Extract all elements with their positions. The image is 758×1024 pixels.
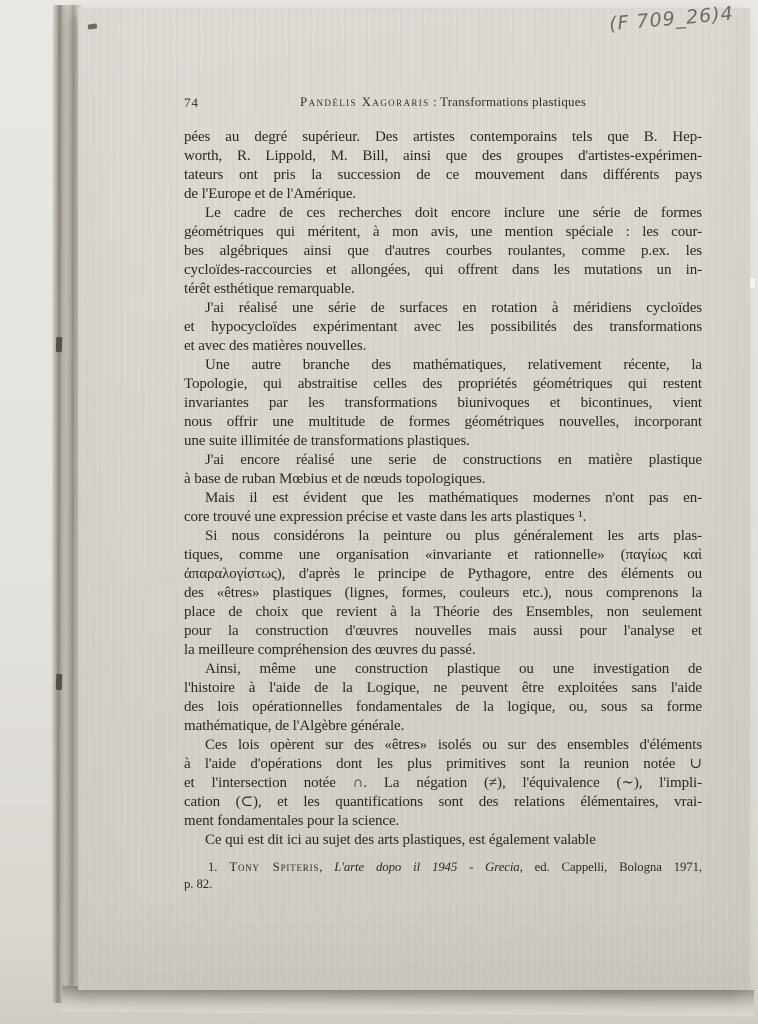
text-line: nous offrir une multitude de formes géométriques nouvelles, incorporant	[184, 414, 702, 430]
footnote-author: Tony Spiteris	[229, 860, 320, 874]
text-line: J'ai réalisé une série de surfaces en rotation à méridiens cycloïdes	[205, 300, 702, 316]
text-line: Le cadre de ces recherches doit encore inclure une série de formes	[205, 205, 702, 221]
paragraph-8	[184, 660, 702, 736]
running-header	[184, 94, 702, 112]
text-line: pour la construction d'œuvres nouvelles mais aussi pour l'analyse et	[184, 623, 702, 639]
text-line: core trouvé une expression précise et vaste dans les arts plastiques ¹.	[184, 509, 587, 525]
text-line: Si nous considérons la peinture ou plus généralement les arts plas-	[205, 528, 702, 544]
text-line: à l'aide d'opérations dont les plus primitives sont la reunion notée ∪	[184, 756, 702, 772]
text-line: tateurs ont pris la succession de ce mouvement dans différents pays	[184, 167, 702, 183]
text-line: géométriques qui méritent, à mon avis, une mention spéciale : les cour-	[184, 224, 702, 240]
text-line: invariantes par les transformations biunivoques et bicontinues, vient	[184, 395, 702, 411]
text-line: et l'intersection notée ∩. La négation (≠), l'équivalence (∼), l'impli-	[184, 775, 702, 791]
text-line: J'ai encore réalisé une serie de constructions en matière plastique	[205, 452, 702, 468]
text-line: Mais il est évident que les mathématiques modernes n'ont pas en-	[205, 490, 702, 506]
text-line: et avec des matières nouvelles.	[184, 338, 367, 354]
paragraph-6	[184, 489, 702, 527]
footnote-line-2: p. 82.	[184, 877, 213, 891]
text-line: térêt esthétique remarquable.	[184, 281, 355, 297]
page-edge-stack	[51, 5, 81, 1003]
text-line: des «êtres» plastiques (lignes, formes, couleurs etc.), nous comprenons la	[184, 585, 702, 601]
text-line: Ces lois opèrent sur des «êtres» isolés ou sur des ensembles d'éléments	[205, 737, 702, 753]
text-line: worth, R. Lippold, M. Bill, ainsi que des groupes d'artistes-expérimen-	[184, 148, 702, 164]
bottom-page-edges	[62, 986, 754, 1016]
text-block	[184, 94, 702, 893]
text-line: des lois opérationnelles fondamentales de la logique, ou, sous sa forme	[184, 699, 702, 715]
text-line: et hypocycloïdes expérimentant avec les possibilités des transformations	[184, 319, 702, 335]
text-line: Topologie, qui abstraitise celles des propriétés géométriques qui restent	[184, 376, 702, 392]
footnote-title: L'arte dopo il 1945 - Grecia	[334, 860, 520, 874]
paragraph-4	[184, 356, 702, 451]
binding-mark	[56, 337, 63, 352]
text-line: Une autre branche des mathématiques, relativement récente, la	[205, 357, 702, 373]
running-title-separator: :	[429, 94, 441, 109]
text-line: la meilleure compréhension des œuvres du passé.	[184, 642, 476, 658]
paragraph-2	[184, 204, 702, 299]
page-number: 74	[184, 95, 199, 110]
text-line: cycloïdes-raccourcies et allongées, qui offrent dans les mutations un in-	[184, 262, 702, 278]
paragraph-9	[184, 736, 702, 831]
text-line: de l'Europe et de l'Amérique.	[184, 186, 357, 202]
paragraph-10	[184, 831, 702, 850]
text-line: place de choix que revient à la Théorie des Ensembles, non seulement	[184, 604, 702, 620]
paragraph-1	[184, 128, 702, 204]
text-line: pées au degré supérieur. Des artistes contemporains tels que B. Hep-	[184, 129, 702, 145]
text-line: cation (⊂), et les quantifications sont des relations élémentaires, vrai-	[184, 794, 702, 810]
footnote-number: 1.	[208, 860, 230, 874]
text-line: tiques, comme une organisation «invariante et rationnelle» (παγίως καὶ	[184, 547, 702, 563]
text-line: ἀπαραλογίστως), d'après le principe de Pythagore, entre des éléments ou	[184, 566, 702, 582]
binding-mark	[56, 674, 63, 690]
paragraph-3	[184, 299, 702, 356]
footnote	[184, 859, 702, 893]
text-line: à base de ruban Mœbius et de nœuds topologiques.	[184, 471, 486, 487]
scan-artifact	[750, 278, 755, 288]
footnote-line-1	[184, 859, 702, 876]
text-line: l'histoire à l'aide de la Logique, ne peuvent être exploitées sans l'aide	[184, 680, 702, 696]
text-line: une suite illimitée de transformations plastiques.	[184, 433, 470, 449]
text-line: ment fondamentales pour la science.	[184, 813, 400, 829]
footnote-rest: , ed. Cappelli, Bologna 1971,	[519, 860, 702, 874]
document-page	[78, 2, 750, 990]
running-title-author: Pandélis Xagoraris	[300, 94, 430, 109]
handwritten-annotation: (F 709_26)4	[608, 2, 735, 36]
text-line: mathématique, de l'Algèbre générale.	[184, 718, 405, 734]
paragraph-7	[184, 527, 702, 660]
text-line: Ainsi, même une construction plastique ou une investigation de	[205, 661, 702, 677]
text-line: bes algébriques ainsi que d'autres courbes roulantes, comme p.ex. les	[184, 243, 702, 259]
text-line: Ce qui est dit ici au sujet des arts plastiques, est également valable	[205, 832, 596, 848]
footnote-separator: ,	[319, 860, 335, 874]
running-title-text: Transformations plastiques	[440, 94, 586, 109]
paragraph-5	[184, 451, 702, 489]
